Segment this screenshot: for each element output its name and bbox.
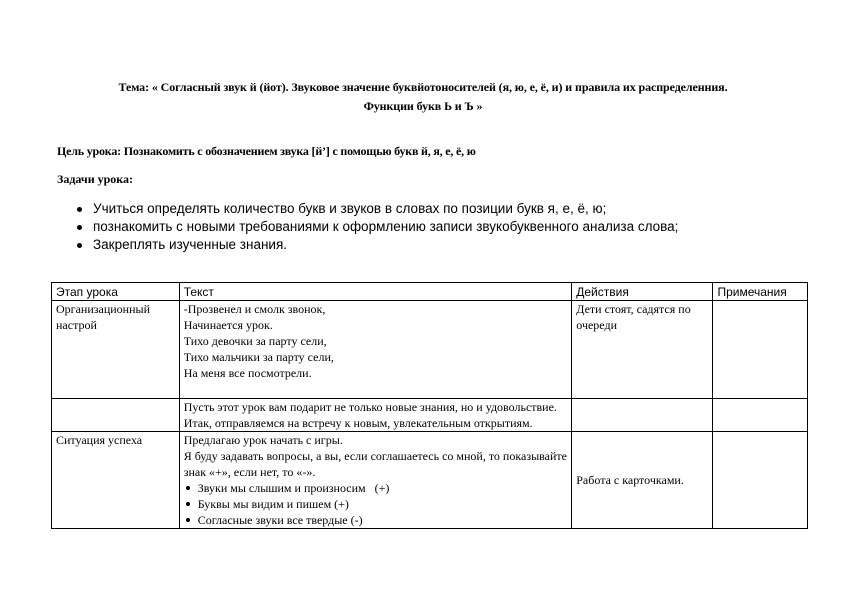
topic-line-1: Тема: « Согласный звук й (йот). Звуковое значение буквйотоносителей (я, ю, е, ё, и) и правила их распределенния.: [118, 80, 728, 94]
text-cell: [179, 301, 572, 399]
actions-cell: Дети стоят, садятся по очереди: [572, 301, 713, 399]
stage-cell: Организационный настрой: [52, 301, 180, 399]
stage-cell: Ситуация успеха: [52, 432, 180, 529]
game-questions-list: [184, 480, 568, 528]
task-item: познакомить с новыми требованиями к оформлению записи звукобуквенного анализа слова;: [75, 218, 795, 236]
poem-line: Тихо мальчики за парту сели,: [183, 350, 334, 364]
task-item: Учиться определять количество букв и звуков в словах по позиции букв я, е, ё, ю;: [75, 200, 795, 218]
table-row: [52, 432, 808, 529]
list-item: Звуки мы слышим и произносим (+): [184, 480, 568, 496]
list-item: Согласные звуки все твердые (-): [184, 512, 568, 528]
actions-cell: Работа с карточками.: [572, 432, 713, 529]
column-header-stage: Этап урока: [52, 283, 180, 301]
task-item: Закреплять изученные знания.: [75, 236, 795, 254]
poem-line: На меня все посмотрели.: [183, 366, 312, 380]
list-item: Буквы мы видим и пишем (+): [184, 496, 568, 512]
poem-line: Начинается урок.: [183, 318, 273, 332]
actions-cell: [572, 399, 713, 432]
text-paragraph: Итак, отправляемся на встречу к новым, увлекательным открытиям.: [183, 416, 533, 430]
column-header-text: Текст: [179, 283, 572, 301]
text-cell: [179, 399, 572, 432]
table-header-row: [52, 283, 808, 301]
column-header-actions: Действия: [572, 283, 713, 301]
poem-line: -Прозвенел и смолк звонок,: [183, 302, 326, 316]
lesson-topic: [55, 78, 791, 116]
notes-cell: [713, 399, 808, 432]
text-paragraph: Я буду задавать вопросы, а вы, если соглашаетесь со мной, то показывайте знак «+», если нет, то «-».: [183, 449, 567, 479]
text-cell: [179, 432, 572, 529]
text-paragraph: Пусть этот урок вам подарит не только новые знания, но и удовольствие.: [183, 400, 557, 414]
notes-cell: [713, 301, 808, 399]
stage-cell: [52, 399, 180, 432]
table-row: [52, 399, 808, 432]
tasks-list: [75, 200, 795, 254]
lesson-table: [51, 282, 808, 529]
tasks-title: Задачи урока:: [57, 172, 134, 186]
notes-cell: [713, 432, 808, 529]
table-row: [52, 301, 808, 399]
topic-line-2: Функции букв Ь и Ъ »: [363, 99, 483, 113]
poem-line: Тихо девочки за парту сели,: [183, 334, 327, 348]
column-header-notes: Примечания: [713, 283, 808, 301]
text-paragraph: Предлагаю урок начать с игры.: [183, 433, 343, 447]
lesson-goal: Цель урока: Познакомить с обозначением звука [й’] с помощью букв й, я, е, ё, ю: [57, 144, 476, 158]
